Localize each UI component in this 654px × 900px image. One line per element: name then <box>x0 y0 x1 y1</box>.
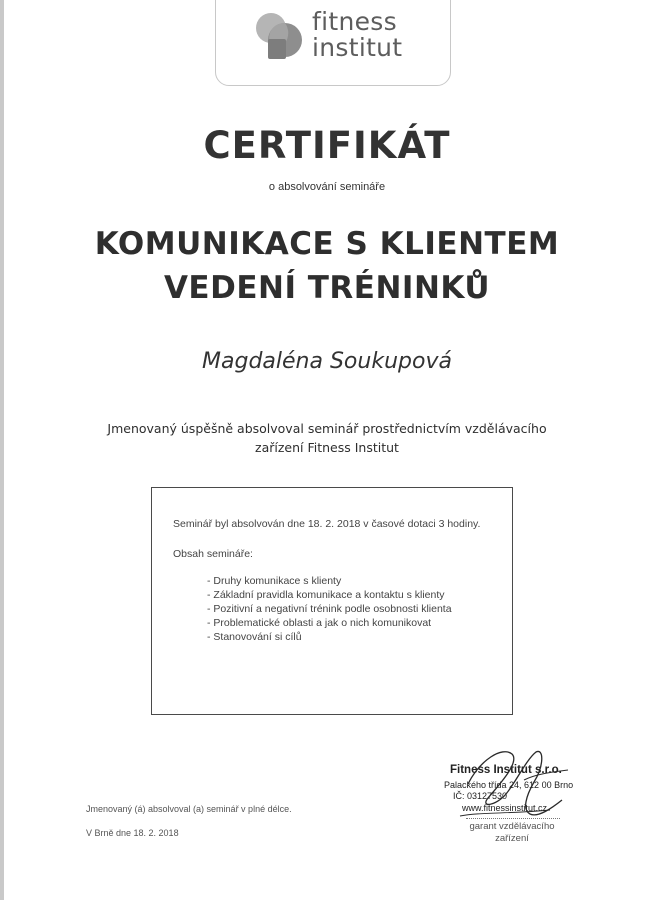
list-item: - Pozitivní a negativní trénink podle osobnosti klienta <box>207 603 452 615</box>
completion-note: Jmenovaný (á) absolvoval (a) seminář v plné délce. <box>86 804 292 814</box>
contents-label: Obsah semináře: <box>173 548 253 560</box>
stamp-company: Fitness Institut s.r.o. <box>450 764 562 776</box>
guarantor-label: garant vzdělávacího zařízení <box>469 821 555 844</box>
list-item: - Stanovování si cílů <box>207 631 302 643</box>
list-item: - Problematické oblasti a jak o nich komunikovat <box>207 617 432 629</box>
signature-line <box>466 818 560 819</box>
signature-icon <box>440 740 580 830</box>
stamp-ico: IČ: 03127530 <box>453 791 508 801</box>
stamp-web: www.fitnessinstitut.cz <box>462 803 548 813</box>
course-title <box>0 222 654 310</box>
list-item: - Základní pravidla komunikace a kontaktu s klienty <box>207 589 445 601</box>
course-title-line-1: KOMUNIKACE S KLIENTEM <box>94 226 560 262</box>
course-title-line-2: VEDENÍ TRÉNINKŮ <box>163 270 491 306</box>
logo-tab <box>215 0 451 86</box>
seminar-details-box <box>151 487 513 715</box>
logo-word-institut: institut <box>312 33 403 62</box>
fitness-institut-logo-icon <box>254 11 306 61</box>
logo-word-fitness: fitness <box>312 7 397 36</box>
participant-name: Magdaléna Soukupová <box>202 349 452 374</box>
place-date: V Brně dne 18. 2. 2018 <box>86 828 179 838</box>
certificate-subtitle: o absolvování semináře <box>268 181 386 193</box>
stamp-address: Palackého třída 24, 612 00 Brno <box>444 780 574 790</box>
certificate-title: CERTIFIKÁT <box>203 124 451 167</box>
logo-text <box>312 9 402 61</box>
list-item: - Druhy komunikace s klienty <box>207 575 342 587</box>
completion-statement: Jmenovaný úspěšně absolvoval seminář prostřednictvím vzdělávacího zařízení Fitness Institut <box>107 421 547 455</box>
completion-date-text: Seminář byl absolvován dne 18. 2. 2018 v časové dotaci 3 hodiny. <box>173 518 481 530</box>
contents-list <box>207 574 452 644</box>
